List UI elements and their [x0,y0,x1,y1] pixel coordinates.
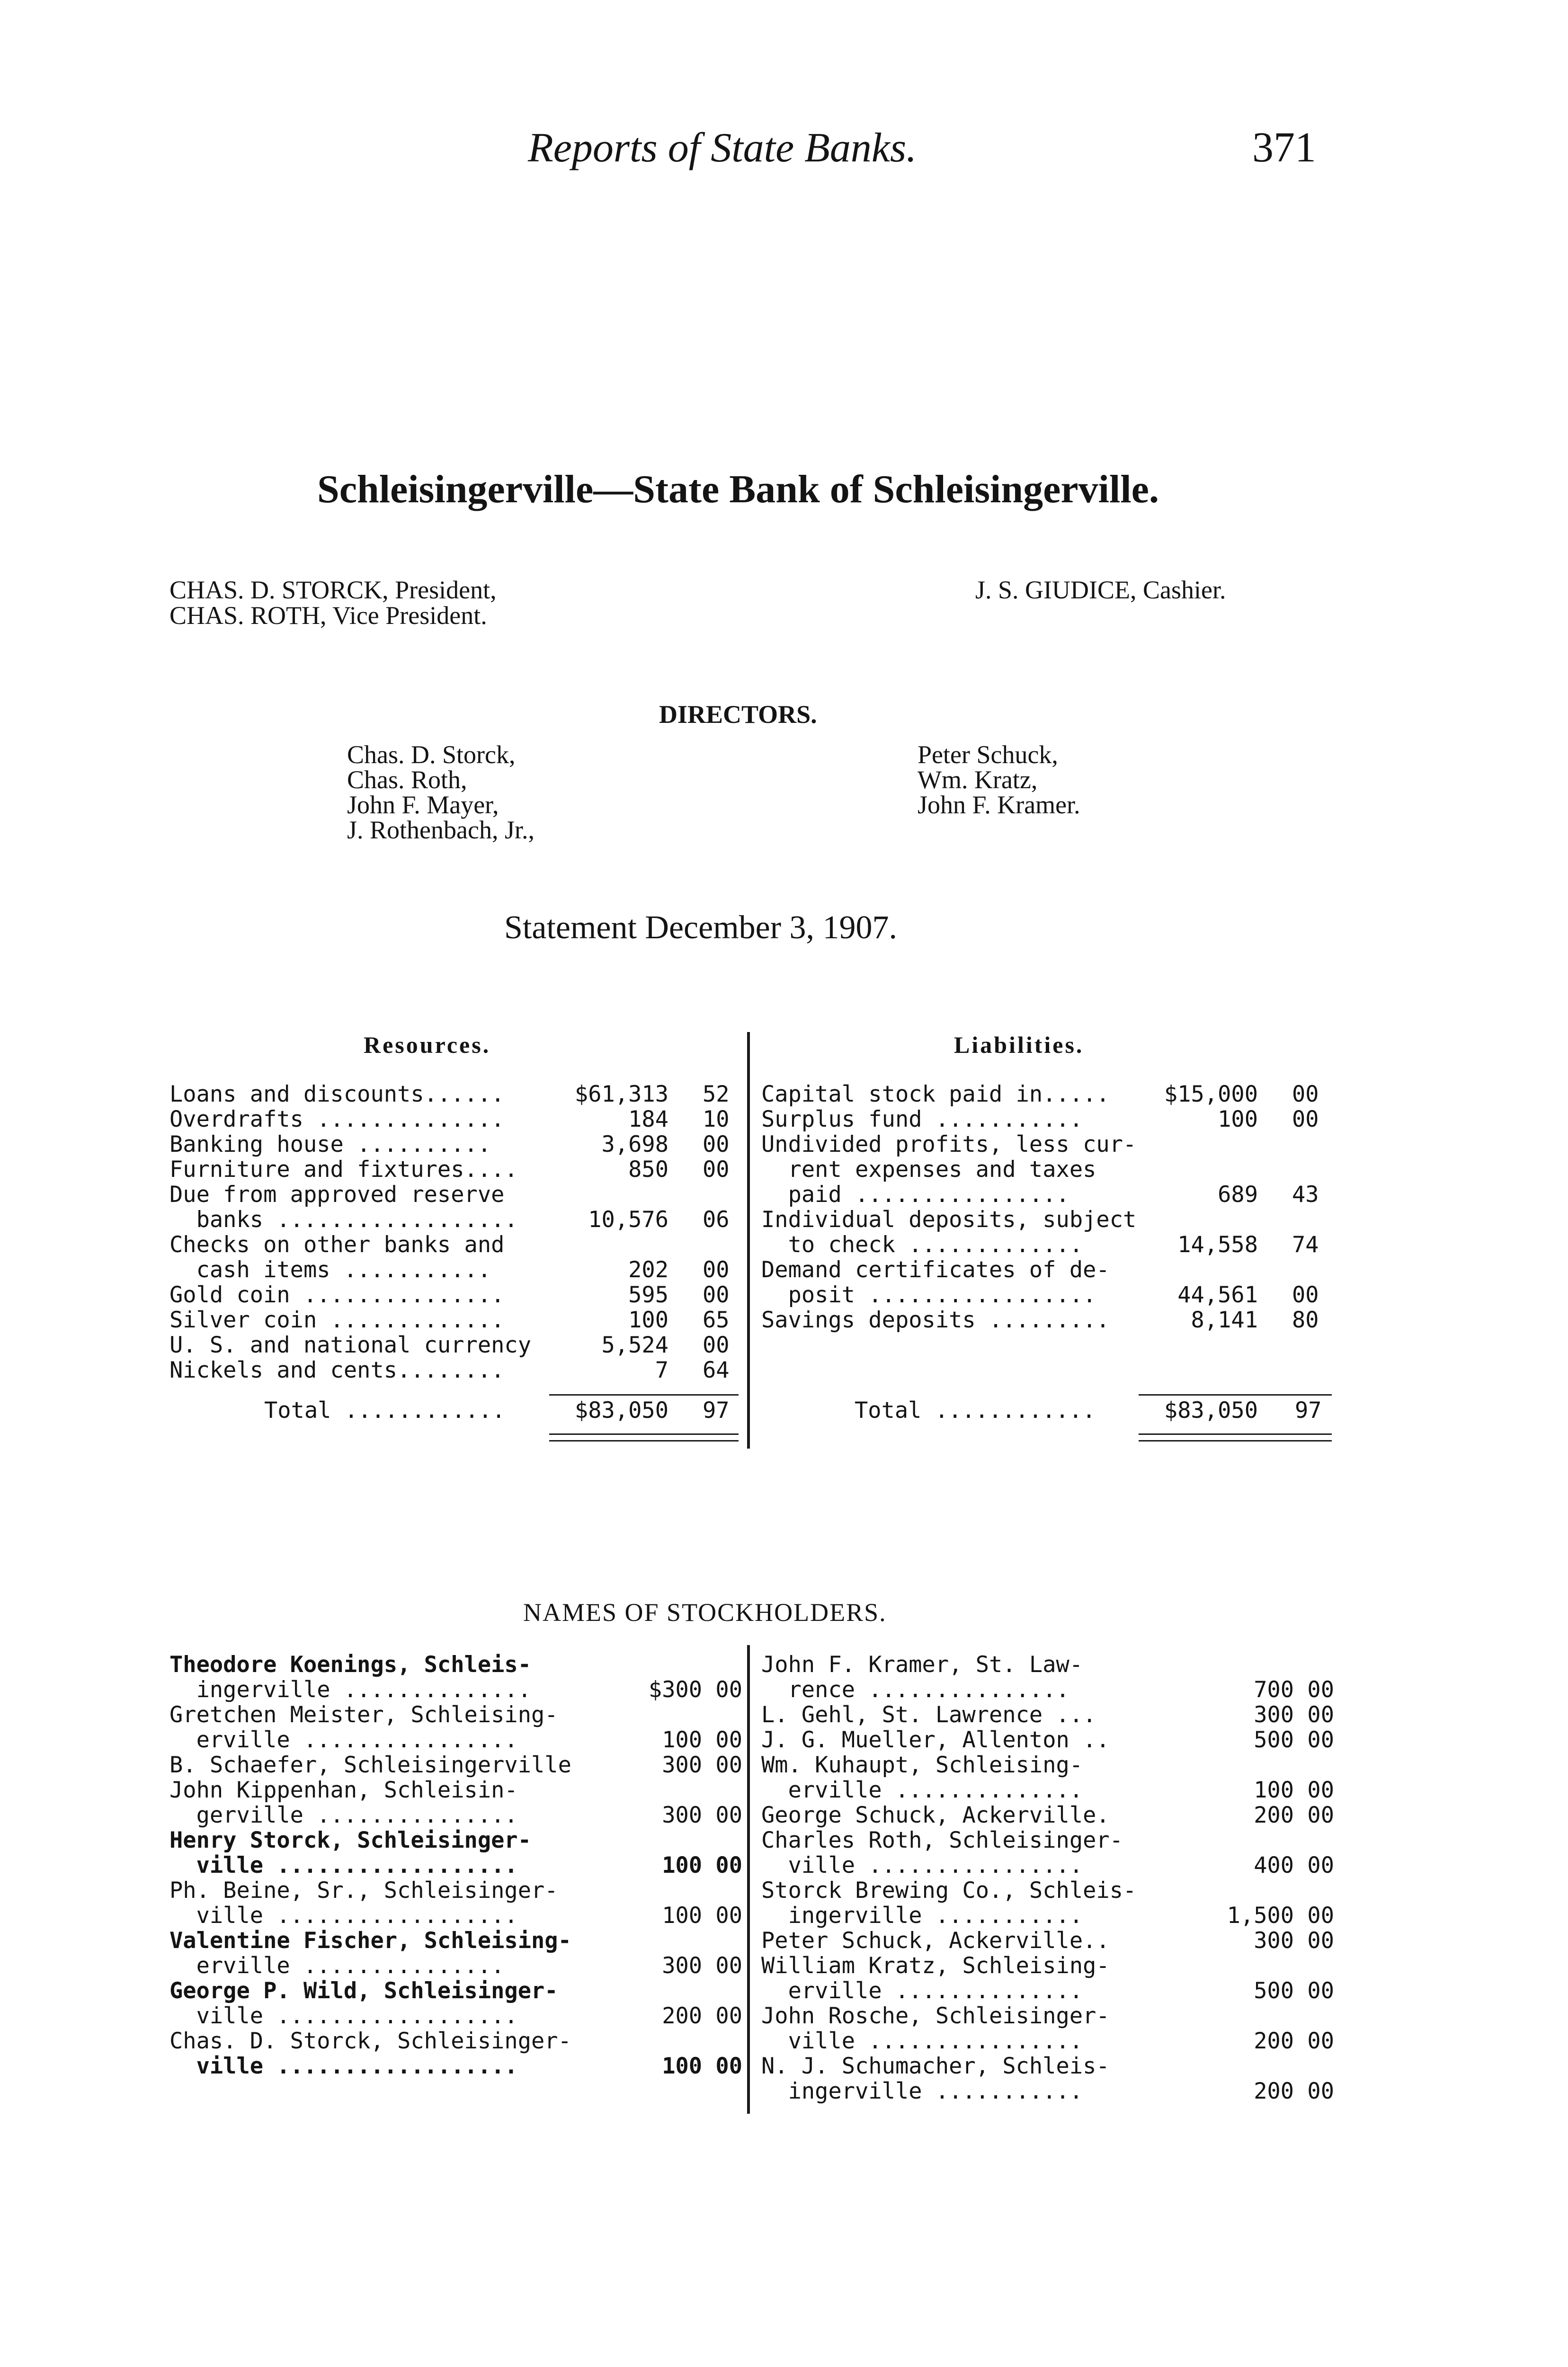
stockholder-row [761,1828,1334,1853]
row-cents: 64 [703,1357,730,1383]
stockholder-name: J. G. Mueller, Allenton .. [761,1727,1110,1753]
stockholder-row [761,1878,1334,1903]
stockholder-name: William Kratz, Schleising- [761,1953,1110,1979]
resources-total-rule [549,1394,739,1396]
stockholder-row [169,1953,742,1978]
row-label: Checks on other banks and [169,1232,505,1258]
row-dollars: 44,561 [1177,1282,1258,1308]
stockholder-row [761,2029,1334,2054]
statement-row [761,1182,1334,1207]
statement-row [761,1107,1334,1132]
stockholders-left-list [169,1652,742,2079]
directors-right-list [918,742,1080,818]
stockholder-name: John Kippenhan, Schleisin- [169,1777,518,1803]
stockholder-amount: 300 00 [662,1802,742,1828]
stockholder-amount: 200 00 [1254,2028,1334,2054]
director-name: Chas. Roth, [347,765,467,794]
row-dollars: 5,524 [601,1332,668,1358]
resources-total-dollars: $83,050 [574,1397,668,1424]
statement-row [169,1232,745,1257]
stockholder-row [761,1978,1334,2003]
statement-row [169,1157,745,1182]
statement-row [169,1182,745,1207]
statement-row [761,1282,1334,1308]
director-name: John F. Kramer. [918,791,1080,819]
statement-row [169,1082,745,1107]
row-cents: 10 [703,1106,730,1132]
stockholder-row [169,1753,742,1778]
stockholder-name: erville .............. [761,1777,1083,1803]
row-cents: 52 [703,1081,730,1107]
stockholder-row [169,1853,742,1878]
row-label: to check ............. [761,1232,1083,1258]
stockholder-name: ville .................. [169,1852,518,1878]
stockholder-row [761,1727,1334,1753]
statement-row [761,1207,1334,1232]
stockholder-name: Storck Brewing Co., Schleis- [761,1878,1137,1904]
row-dollars: 689 [1218,1182,1258,1208]
row-label: rent expenses and taxes [761,1157,1096,1183]
resources-table [169,1082,745,1383]
stockholder-name: L. Gehl, St. Lawrence ... [761,1702,1096,1728]
stockholder-row [169,2029,742,2054]
row-cents: 00 [703,1131,730,1157]
stockholder-name: Henry Storck, Schleisinger- [169,1827,532,1853]
stockholder-row [761,1753,1334,1778]
statement-row [169,1282,745,1308]
row-dollars: 184 [628,1106,668,1132]
statement-row [169,1333,745,1358]
row-label: Individual deposits, subject [761,1207,1137,1233]
row-label: Gold coin ............... [169,1282,505,1308]
statement-row [761,1082,1334,1107]
row-label: Surplus fund ........... [761,1106,1083,1132]
stockholder-amount: 200 00 [662,2003,742,2029]
stockholder-amount: 1,500 00 [1227,1903,1334,1929]
stockholder-row [761,1778,1334,1803]
stockholder-name: ingerville .............. [169,1677,532,1703]
row-dollars: 595 [628,1282,668,1308]
stockholder-name: ingerville ........... [761,1903,1083,1929]
stockholder-name: erville ............... [169,1953,505,1979]
row-cents: 00 [703,1332,730,1358]
stockholder-name: Valentine Fischer, Schleising- [169,1928,571,1954]
liabilities-heading: Liabilities. [954,1032,1084,1058]
stockholder-row [761,1928,1334,1953]
statement-title: Statement December 3, 1907. [504,909,898,946]
liabilities-total-double-rule [1139,1433,1332,1435]
stockholder-row [169,2054,742,2079]
stockholder-row [761,1702,1334,1727]
stockholder-name: B. Schaefer, Schleisingerville [169,1752,571,1778]
stockholder-name: gerville ............... [169,1802,518,1828]
stockholder-amount: 100 00 [662,1903,742,1929]
stockholder-row [761,2003,1334,2029]
row-dollars: 100 [1218,1106,1258,1132]
stockholder-amount: 200 00 [1254,2078,1334,2104]
stockholder-amount: 500 00 [1254,1727,1334,1753]
directors-left-list [347,742,535,843]
resources-total-label: Total ............ [264,1397,506,1424]
stockholder-row [761,2054,1334,2079]
row-cents: 00 [703,1157,730,1183]
row-label: paid ................ [761,1182,1069,1208]
stockholder-row [761,1953,1334,1978]
liabilities-total-rule [1139,1394,1332,1396]
row-label: Banking house .......... [169,1131,491,1157]
statement-row [169,1358,745,1383]
officer-vice-president: CHAS. ROTH, Vice President. [169,601,487,630]
stockholder-row [169,1878,742,1903]
stockholder-name: ville .................. [169,1903,518,1929]
row-cents: 43 [1292,1182,1319,1208]
resources-total-double-rule [549,1433,739,1435]
liabilities-total-label: Total ............ [855,1397,1096,1424]
stockholder-amount: 100 00 [1254,1777,1334,1803]
stockholder-row [169,1903,742,1928]
statement-row [761,1308,1334,1333]
row-label: Furniture and fixtures.... [169,1157,518,1183]
stockholder-amount: 300 00 [662,1752,742,1778]
stockholder-row [761,1677,1334,1702]
stockholder-row [761,1903,1334,1928]
stockholder-amount: 100 00 [662,1727,742,1753]
statement-row [169,1207,745,1232]
stockholder-name: John Rosche, Schleisinger- [761,2003,1110,2029]
director-name: Peter Schuck, [918,740,1058,769]
row-cents: 00 [1292,1106,1319,1132]
row-label: Loans and discounts...... [169,1081,505,1107]
row-dollars: 10,576 [588,1207,668,1233]
stockholder-row [761,1803,1334,1828]
liabilities-total-dollars: $83,050 [1164,1397,1258,1424]
statement-row [761,1257,1334,1282]
stockholders-heading: NAMES OF STOCKHOLDERS. [523,1598,887,1627]
stockholder-row [169,1727,742,1753]
row-label: Demand certificates of de- [761,1257,1110,1283]
row-dollars: 14,558 [1177,1232,1258,1258]
statement-row [761,1232,1334,1257]
stockholder-amount: 300 00 [1254,1928,1334,1954]
stockholder-row [169,1978,742,2003]
row-label: Undivided profits, less cur- [761,1131,1137,1157]
row-dollars: 8,141 [1191,1307,1258,1333]
row-cents: 00 [1292,1081,1319,1107]
stockholder-row [761,2079,1334,2104]
row-cents: 80 [1292,1307,1319,1333]
stockholder-row [169,1677,742,1702]
stockholder-name: John F. Kramer, St. Law- [761,1652,1083,1678]
statement-row [761,1157,1334,1182]
stockholder-name: Ph. Beine, Sr., Schleisinger- [169,1878,558,1904]
row-label: banks .................. [169,1207,518,1233]
statement-row [169,1308,745,1333]
stockholder-name: erville ................ [169,1727,518,1753]
stockholder-amount: 100 00 [662,2053,742,2079]
row-dollars: 100 [628,1307,668,1333]
statement-row [169,1132,745,1157]
directors-heading: DIRECTORS. [659,700,817,729]
stockholder-name: rence ............... [761,1677,1069,1703]
stockholder-amount: 300 00 [1254,1702,1334,1728]
stockholder-row [169,1652,742,1677]
row-cents: 06 [703,1207,730,1233]
liabilities-total-cents: 97 [1295,1397,1322,1424]
page-number: 371 [1252,124,1316,171]
row-cents: 00 [703,1282,730,1308]
stockholder-amount: 400 00 [1254,1852,1334,1878]
stockholder-amount: $300 00 [648,1677,742,1703]
stockholder-amount: 500 00 [1254,1978,1334,2004]
stockholder-name: Peter Schuck, Ackerville.. [761,1928,1110,1954]
stockholder-amount: 100 00 [662,1852,742,1878]
bank-title: Schleisingerville—State Bank of Schleisingerville. [317,467,1159,511]
row-label: Overdrafts .............. [169,1106,505,1132]
stockholder-name: ville ................ [761,2028,1083,2054]
statement-column-divider [747,1032,750,1449]
stockholder-row [169,1803,742,1828]
row-dollars: 3,698 [601,1131,668,1157]
row-cents: 65 [703,1307,730,1333]
stockholder-name: ville .................. [169,2003,518,2029]
officer-president: CHAS. D. STORCK, President, [169,576,497,604]
statement-row [761,1132,1334,1157]
row-label: Silver coin ............. [169,1307,505,1333]
stockholder-name: Charles Roth, Schleisinger- [761,1827,1123,1853]
director-name: Wm. Kratz, [918,765,1038,794]
row-dollars: $61,313 [574,1081,668,1107]
officer-cashier: J. S. GIUDICE, Cashier. [975,576,1226,604]
stockholder-name: George Schuck, Ackerville. [761,1802,1110,1828]
stockholder-row [169,1928,742,1953]
stockholder-name: Wm. Kuhaupt, Schleising- [761,1752,1083,1778]
liabilities-table [761,1082,1334,1333]
row-label: posit ................. [761,1282,1096,1308]
liabilities-total-double-rule [1139,1440,1332,1442]
resources-heading: Resources. [364,1032,491,1058]
stockholder-row [169,1828,742,1853]
stockholder-name: Chas. D. Storck, Schleisinger- [169,2028,571,2054]
stockholder-name: George P. Wild, Schleisinger- [169,1978,558,2004]
stockholder-row [169,1778,742,1803]
director-name: John F. Mayer, [347,791,499,819]
stockholder-row [169,1702,742,1727]
running-header-title: Reports of State Banks. [528,125,917,171]
row-dollars: 202 [628,1257,668,1283]
stockholder-name: erville .............. [761,1978,1083,2004]
row-label: Due from approved reserve [169,1182,505,1208]
row-dollars: 7 [655,1357,668,1383]
row-cents: 00 [1292,1282,1319,1308]
stockholder-name: N. J. Schumacher, Schleis- [761,2053,1110,2079]
row-cents: 00 [703,1257,730,1283]
row-cents: 74 [1292,1232,1319,1258]
stockholder-name: ville .................. [169,2053,518,2079]
row-dollars: 850 [628,1157,668,1183]
row-label: Savings deposits ......... [761,1307,1110,1333]
row-label: Nickels and cents........ [169,1357,505,1383]
stockholder-amount: 700 00 [1254,1677,1334,1703]
stockholder-amount: 300 00 [662,1953,742,1979]
statement-row [169,1107,745,1132]
stockholder-row [761,1853,1334,1878]
stockholder-name: Gretchen Meister, Schleising- [169,1702,558,1728]
stockholders-right-list [761,1652,1334,2104]
director-name: J. Rothenbach, Jr., [347,816,535,844]
resources-total-cents: 97 [703,1397,730,1424]
stockholder-row [761,1652,1334,1677]
row-label: cash items ........... [169,1257,491,1283]
director-name: Chas. D. Storck, [347,740,516,769]
stockholders-column-divider [747,1645,750,2114]
resources-total-double-rule [549,1440,739,1442]
row-dollars: $15,000 [1164,1081,1258,1107]
statement-row [169,1257,745,1282]
stockholder-name: ville ................ [761,1852,1083,1878]
stockholder-amount: 200 00 [1254,1802,1334,1828]
stockholder-name: Theodore Koenings, Schleis- [169,1652,532,1678]
row-label: U. S. and national currency [169,1332,532,1358]
stockholder-name: ingerville ........... [761,2078,1083,2104]
row-label: Capital stock paid in..... [761,1081,1110,1107]
stockholder-row [169,2003,742,2029]
